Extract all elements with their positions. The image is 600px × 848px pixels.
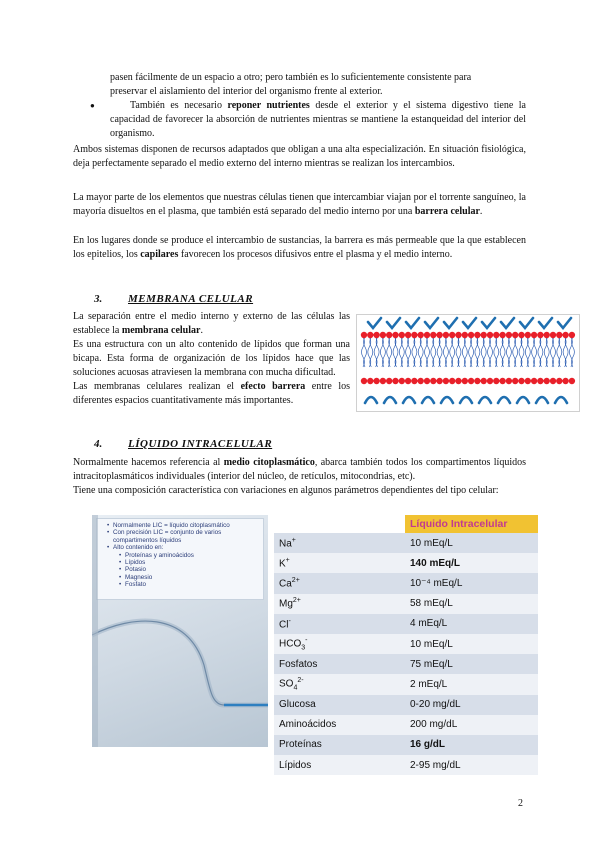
- intracellular-composition-table: [274, 515, 538, 775]
- lipid-tail: [464, 337, 467, 367]
- lipid-tail: [362, 337, 365, 367]
- lipid-tail: [546, 337, 549, 367]
- table-cell-ion: Na+: [274, 533, 405, 553]
- lipid-tail: [452, 337, 455, 367]
- lipid-tail: [506, 337, 509, 367]
- protein-mark-top: [558, 318, 571, 328]
- lipid-head-bottom: [392, 378, 398, 384]
- table-row: [274, 594, 538, 614]
- table-cell-value: 4 mEq/L: [405, 614, 538, 634]
- slide-subitem: • Fosfato: [119, 581, 263, 588]
- table-cell-ion: $HCO_3^-$: [274, 634, 405, 654]
- lipid-head-top: [537, 332, 543, 338]
- lipid-tail: [368, 337, 371, 367]
- lipid-head-bottom: [380, 378, 386, 384]
- lipid-head-bottom: [481, 378, 487, 384]
- lipid-tail: [519, 337, 522, 367]
- bold-term: reponer nutrientes: [227, 100, 310, 111]
- lipid-tail: [374, 337, 377, 367]
- bold-term: barrera celular: [414, 206, 480, 217]
- table-cell-ion: $SO_4^{2-}$: [274, 674, 405, 694]
- lipid-head-top: [380, 332, 386, 338]
- lipid-tail: [443, 337, 446, 367]
- lic-slide-image: [92, 515, 268, 747]
- lipid-head-bottom: [399, 378, 405, 384]
- bold-term: capilares: [140, 249, 179, 260]
- lipid-head-top: [544, 332, 550, 338]
- lipid-head-top: [392, 332, 398, 338]
- lipid-tail: [534, 337, 537, 367]
- lipid-head-top: [361, 332, 367, 338]
- lipid-head-bottom: [544, 378, 550, 384]
- lipid-head-top: [518, 332, 524, 338]
- table-header-blank: [274, 515, 405, 533]
- lipid-head-bottom: [569, 378, 575, 384]
- lipid-head-top: [386, 332, 392, 338]
- protein-mark-top: [520, 318, 533, 328]
- lipid-head-bottom: [367, 378, 373, 384]
- lipid-tail: [488, 337, 491, 367]
- lipid-head-top: [569, 332, 575, 338]
- lipid-tail: [418, 337, 421, 367]
- table-cell-value: 16 g/dL: [405, 735, 538, 755]
- section-3-text: La separación entre el medio interno y externo de las células las establece la membrana celular. Es una estructura con un alto contenido de lípidos que forman una bicapa. Esta forma de organización de los lípidos hace que las soluciones acuosas atraviesen la membrana con mucha dificultad. Las membranas celulares realizan el efecto barrera entre los diferentes espacios cuantitativamente más importantes.: [73, 311, 350, 406]
- protein-mark-bottom: [422, 397, 434, 403]
- lipid-tail: [508, 337, 511, 367]
- lipid-tail: [515, 337, 518, 367]
- protein-mark-top: [482, 318, 495, 328]
- lipid-head-bottom: [550, 378, 556, 384]
- lipid-head-top: [443, 332, 449, 338]
- lipid-tail: [569, 337, 572, 367]
- lipid-head-top: [487, 332, 493, 338]
- lipid-tail: [425, 337, 428, 367]
- lipid-head-top: [468, 332, 474, 338]
- lipid-tail: [389, 337, 392, 367]
- lipid-head-bottom: [493, 378, 499, 384]
- bold-term: efecto barrera: [240, 381, 306, 392]
- slide-item: • Normalmente LIC = líquido citoplasmático: [107, 522, 263, 529]
- lipid-tail: [559, 337, 562, 367]
- table-header-row: [274, 515, 538, 533]
- lipid-tail: [433, 337, 436, 367]
- paragraph-torrente: La mayor parte de los elementos que nuestras células tienen que intercambiar viajan por el torrente sanguíneo, la mayoría disueltos en el plasma, que también está separado del medio interno por una barrera celular.: [73, 192, 526, 217]
- lipid-head-top: [525, 332, 531, 338]
- protein-mark-top: [368, 318, 381, 328]
- lipid-head-top: [512, 332, 518, 338]
- protein-mark-bottom: [365, 397, 377, 403]
- table-row: [274, 695, 538, 715]
- lipid-tail: [513, 337, 516, 367]
- protein-mark-bottom: [517, 397, 529, 403]
- table-cell-ion: K+: [274, 553, 405, 573]
- table-cell-ion: Cl-: [274, 614, 405, 634]
- table-cell-ion: $Ca^{2+}$: [274, 573, 405, 593]
- table-cell-value: 140 mEq/L: [405, 553, 538, 573]
- table-cell-value: 58 mEq/L: [405, 594, 538, 614]
- table-row: [274, 735, 538, 755]
- protein-mark-top: [387, 318, 400, 328]
- lipid-head-bottom: [443, 378, 449, 384]
- lipid-tail: [551, 337, 554, 367]
- lipid-tail: [431, 337, 434, 367]
- lipid-tail: [401, 337, 404, 367]
- lipid-tail: [502, 337, 505, 367]
- protein-mark-bottom: [555, 397, 567, 403]
- lipid-tail: [437, 337, 440, 367]
- lipid-tail: [496, 337, 499, 367]
- table-cell-ion: $Mg^{2+}$: [274, 594, 405, 614]
- lipid-head-bottom: [474, 378, 480, 384]
- lipid-head-bottom: [487, 378, 493, 384]
- lipid-tail: [439, 337, 442, 367]
- section-3-heading: 3. MEMBRANA CELULAR: [94, 293, 254, 305]
- lipid-head-top: [562, 332, 568, 338]
- table-cell-value: 10⁻⁴ mEq/L: [405, 573, 538, 593]
- lipid-tail: [445, 337, 448, 367]
- lipid-tail: [494, 337, 497, 367]
- lipid-head-top: [449, 332, 455, 338]
- lipid-tail: [481, 337, 484, 367]
- lipid-head-bottom: [537, 378, 543, 384]
- table-row: [274, 674, 538, 694]
- lipid-tail: [521, 337, 524, 367]
- lipid-tail: [469, 337, 472, 367]
- lipid-head-bottom: [418, 378, 424, 384]
- table-cell-ion: Aminoácidos: [274, 715, 405, 735]
- lipid-bilayer-svg: [357, 315, 579, 411]
- lipid-head-bottom: [430, 378, 436, 384]
- lipid-tail: [382, 337, 385, 367]
- lipid-head-top: [399, 332, 405, 338]
- lipid-tail: [462, 337, 465, 367]
- protein-mark-top: [425, 318, 438, 328]
- paragraph-ambos: Ambos sistemas disponen de recursos adaptados que obligan a una alta especialización. En situación fisiológica, deja perfectamente separado el medio externo del interno mientras se realizan los intercambios.: [73, 144, 526, 169]
- lipid-head-bottom: [386, 378, 392, 384]
- lipid-tail: [483, 337, 486, 367]
- lipid-head-top: [455, 332, 461, 338]
- table-cell-value: 75 mEq/L: [405, 654, 538, 674]
- lipid-head-bottom: [499, 378, 505, 384]
- lipid-head-top: [493, 332, 499, 338]
- lipid-tail: [527, 337, 530, 367]
- lipid-tail: [553, 337, 556, 367]
- protein-mark-bottom: [460, 397, 472, 403]
- table-cell-value: 0-20 mg/dL: [405, 695, 538, 715]
- slide-subitem: • Magnesio: [119, 574, 263, 581]
- lipid-head-top: [556, 332, 562, 338]
- lipid-head-top: [462, 332, 468, 338]
- table-cell-ion: Glucosa: [274, 695, 405, 715]
- protein-mark-bottom: [536, 397, 548, 403]
- lipid-tail: [565, 337, 568, 367]
- lipid-tail: [544, 337, 547, 367]
- lipid-tail: [450, 337, 453, 367]
- section-4-text: Normalmente hacemos referencia al medio citoplasmático, abarca también todos los compartimentos líquidos intracitoplasmáticos individuales (interior del núcleo, de retículos, mitocondrias, etc). Tiene una composición característica con variaciones en algunos parámetros dependientes del tipo celular:: [73, 457, 526, 496]
- lipid-head-bottom: [468, 378, 474, 384]
- lipid-head-bottom: [436, 378, 442, 384]
- lipid-head-bottom: [506, 378, 512, 384]
- slide-item: • Con precisión LIC = conjunto de varios compartimentos líquidos: [107, 529, 263, 544]
- table-cell-value: 2-95 mg/dL: [405, 755, 538, 775]
- lipid-tail: [393, 337, 396, 367]
- table-cell-value: 2 mEq/L: [405, 674, 538, 694]
- table-cell-value: 200 mg/dL: [405, 715, 538, 735]
- continuation-paragraph: pasen fácilmente de un espacio a otro; pero también es lo suficientemente consistente para preservar el aislamiento del interior del organismo frente al exterior.: [110, 72, 472, 97]
- lipid-head-bottom: [518, 378, 524, 384]
- lipid-head-bottom: [531, 378, 537, 384]
- lipid-tail: [427, 337, 430, 367]
- lipid-head-bottom: [405, 378, 411, 384]
- lipid-tail: [420, 337, 423, 367]
- bullet-paragraph: También es necesario reponer nutrientes desde el exterior y el sistema digestivo tiene la capacidad de favorecer la absorción de nutrientes mientras se mantiene la estanqueidad del interior del organismo.: [110, 100, 526, 139]
- table-row: [274, 654, 538, 674]
- lipid-head-bottom: [455, 378, 461, 384]
- lipid-tail: [458, 337, 461, 367]
- lipid-tail: [477, 337, 480, 367]
- table-row: [274, 755, 538, 775]
- slide-item: • Alto contenido en:: [107, 544, 263, 551]
- lipid-head-bottom: [562, 378, 568, 384]
- table-header-cell: Líquido Intracelular: [405, 515, 538, 533]
- lipid-tail: [370, 337, 373, 367]
- lipid-head-top: [373, 332, 379, 338]
- lipid-bilayer-illustration: [356, 314, 580, 412]
- lipid-head-top: [474, 332, 480, 338]
- protein-mark-bottom: [498, 397, 510, 403]
- table-row: [274, 715, 538, 735]
- lipid-head-bottom: [556, 378, 562, 384]
- lipid-tail: [408, 337, 411, 367]
- lipid-tail: [364, 337, 367, 367]
- protein-mark-top: [539, 318, 552, 328]
- lipid-tail: [571, 337, 574, 367]
- lipid-tail: [563, 337, 566, 367]
- lipid-head-top: [424, 332, 430, 338]
- lipid-head-top: [430, 332, 436, 338]
- page-number: 2: [518, 798, 523, 809]
- table-cell-ion: Lípidos: [274, 755, 405, 775]
- lipid-head-top: [436, 332, 442, 338]
- protein-mark-bottom: [403, 397, 415, 403]
- section-3-title: MEMBRANA CELULAR: [128, 293, 254, 305]
- lipid-tail: [387, 337, 390, 367]
- lipid-head-top: [550, 332, 556, 338]
- table-row: [274, 634, 538, 654]
- lipid-head-top: [506, 332, 512, 338]
- bold-term: medio citoplasmático: [223, 457, 315, 468]
- lipid-tail: [538, 337, 541, 367]
- lipid-tail: [471, 337, 474, 367]
- lipid-tail: [380, 337, 383, 367]
- lipid-tail: [395, 337, 398, 367]
- protein-mark-top: [463, 318, 476, 328]
- lipid-head-bottom: [411, 378, 417, 384]
- bold-term: membrana celular: [121, 325, 201, 336]
- bullet-icon: ●: [90, 101, 95, 110]
- lipid-tail: [406, 337, 409, 367]
- protein-mark-top: [501, 318, 514, 328]
- lipid-head-bottom: [361, 378, 367, 384]
- slide-subitem: • Potasio: [119, 566, 263, 573]
- slide-decoration: [92, 515, 268, 747]
- lipid-head-top: [531, 332, 537, 338]
- lipid-tail: [532, 337, 535, 367]
- protein-mark-bottom: [441, 397, 453, 403]
- lipid-head-bottom: [462, 378, 468, 384]
- section-4-heading: 4. LÍQUIDO INTRACELULAR: [94, 438, 273, 450]
- lipid-head-bottom: [525, 378, 531, 384]
- lipid-head-bottom: [373, 378, 379, 384]
- lipid-head-top: [499, 332, 505, 338]
- lipid-tail: [475, 337, 478, 367]
- table-cell-ion: Proteínas: [274, 735, 405, 755]
- protein-mark-bottom: [384, 397, 396, 403]
- table-row: [274, 573, 538, 593]
- lipid-tail: [456, 337, 459, 367]
- lipid-tail: [399, 337, 402, 367]
- table-cell-value: 10 mEq/L: [405, 533, 538, 553]
- lipid-head-top: [367, 332, 373, 338]
- paragraph-capilares: En los lugares donde se produce el intercambio de sustancias, la barrera es más permeable que la que establecen los epitelios, los capilares favorecen los procesos difusivos entre el plasma y el medio interno.: [73, 235, 526, 260]
- lipid-head-top: [481, 332, 487, 338]
- table-row: [274, 533, 538, 553]
- slide-subitem: • Lípidos: [119, 559, 263, 566]
- table-cell-ion: Fosfatos: [274, 654, 405, 674]
- lipid-tail: [490, 337, 493, 367]
- lipid-tail: [412, 337, 415, 367]
- protein-mark-top: [444, 318, 457, 328]
- lipid-tail: [540, 337, 543, 367]
- lipid-head-bottom: [449, 378, 455, 384]
- lipid-head-top: [418, 332, 424, 338]
- section-4-title: LÍQUIDO INTRACELULAR: [128, 438, 273, 450]
- lipid-tail: [525, 337, 528, 367]
- lipid-tail: [557, 337, 560, 367]
- table-cell-value: 10 mEq/L: [405, 634, 538, 654]
- protein-mark-bottom: [479, 397, 491, 403]
- protein-mark-top: [406, 318, 419, 328]
- lipid-head-top: [405, 332, 411, 338]
- table-row: [274, 553, 538, 573]
- lipid-tail: [500, 337, 503, 367]
- slide-subitem: • Proteínas y aminoácidos: [119, 552, 263, 559]
- table-row: [274, 614, 538, 634]
- lipid-head-top: [411, 332, 417, 338]
- lipid-tail: [376, 337, 379, 367]
- lipid-tail: [414, 337, 417, 367]
- lipid-head-bottom: [512, 378, 518, 384]
- lipid-head-bottom: [424, 378, 430, 384]
